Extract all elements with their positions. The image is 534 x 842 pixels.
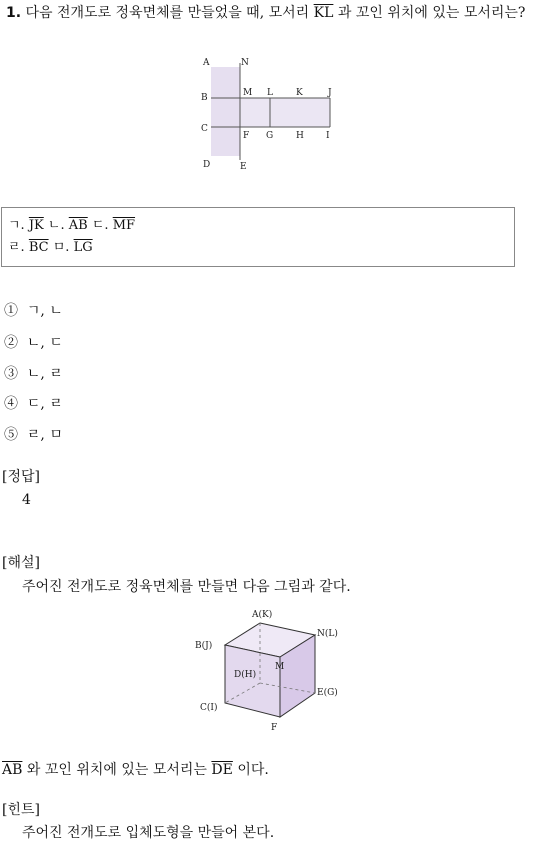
option-edge: $\overline{BC}$ bbox=[28, 240, 49, 255]
cube-label: F bbox=[271, 723, 278, 733]
option-mark: ㄴ. bbox=[47, 218, 65, 233]
cube-label: B(J) bbox=[195, 641, 213, 651]
hint-text: 주어진 전개도로 입체도형을 만들어 본다. bbox=[22, 825, 275, 841]
choice-3[interactable] bbox=[4, 363, 63, 383]
net-label: H bbox=[296, 131, 304, 141]
options-line-1 bbox=[8, 215, 508, 237]
conclusion-edge-1: $\overline{AB}$ bbox=[2, 762, 23, 778]
cube-net-figure bbox=[195, 55, 345, 175]
choice-number: ⑤ bbox=[4, 427, 18, 443]
net-label: B bbox=[201, 93, 208, 103]
cube-label: N(L) bbox=[317, 629, 338, 639]
choice-4[interactable] bbox=[4, 393, 63, 413]
option-mark: ㄷ. bbox=[91, 218, 109, 233]
conclusion-edge-2: $\overline{DE}$ bbox=[211, 762, 233, 778]
net-label: L bbox=[267, 88, 273, 98]
choice-text: ㄷ, ㄹ bbox=[26, 396, 63, 412]
choice-text: ㄱ, ㄴ bbox=[26, 303, 63, 319]
net-label: F bbox=[243, 131, 250, 141]
cube-label: A(K) bbox=[252, 610, 273, 620]
answer-heading: [정답] bbox=[2, 469, 40, 485]
question-edge: $\overline{KL}$ bbox=[313, 5, 334, 21]
explanation-heading: [해설] bbox=[2, 555, 40, 571]
option-mark: ㅁ. bbox=[52, 240, 70, 255]
net-label: E bbox=[240, 162, 247, 172]
net-label: N bbox=[241, 58, 249, 68]
net-label: J bbox=[328, 88, 332, 98]
choice-number: ④ bbox=[4, 396, 18, 412]
net-shaded-row bbox=[240, 98, 330, 127]
net-label: D bbox=[203, 160, 211, 170]
question bbox=[6, 2, 528, 24]
net-label: G bbox=[266, 131, 274, 141]
answer-value: 4 bbox=[22, 492, 31, 508]
choice-text: ㄴ, ㄷ bbox=[26, 335, 63, 351]
explanation-text: 주어진 전개도로 정육면체를 만들면 다음 그림과 같다. bbox=[22, 579, 351, 595]
conclusion-end: 이다. bbox=[237, 762, 269, 778]
choice-text: ㄹ, ㅁ bbox=[26, 427, 63, 443]
option-mark: ㄱ. bbox=[8, 218, 25, 233]
cube-label: M bbox=[275, 662, 285, 672]
option-edge: $\overline{AB}$ bbox=[68, 218, 88, 233]
question-text-before: 다음 전개도로 정육면체를 만들었을 때, 모서리 bbox=[25, 5, 310, 21]
question-number: 1. bbox=[6, 5, 22, 21]
net-label: A bbox=[203, 58, 210, 68]
cube-label: C(I) bbox=[200, 703, 218, 713]
choice-1[interactable] bbox=[4, 300, 63, 320]
choice-number: ③ bbox=[4, 366, 18, 382]
cube-label: D(H) bbox=[234, 670, 257, 680]
option-edge: $\overline{JK}$ bbox=[28, 218, 44, 233]
options-box bbox=[1, 207, 515, 267]
net-shaded-strip bbox=[211, 67, 240, 156]
conclusion-mid: 와 꼬인 위치에 있는 모서리는 bbox=[26, 762, 207, 778]
choice-text: ㄴ, ㄹ bbox=[26, 366, 63, 382]
net-label: C bbox=[201, 124, 208, 134]
option-edge: $\overline{LG}$ bbox=[73, 240, 93, 255]
choice-number: ① bbox=[4, 303, 18, 319]
cube-label: E(G) bbox=[317, 688, 338, 698]
choice-number: ② bbox=[4, 335, 18, 351]
net-label: K bbox=[296, 88, 303, 98]
choice-2[interactable] bbox=[4, 332, 63, 352]
options-line-2 bbox=[8, 237, 508, 259]
cube-figure bbox=[190, 605, 350, 735]
net-label: I bbox=[326, 131, 330, 141]
hint-heading: [힌트] bbox=[2, 802, 40, 818]
explanation-conclusion bbox=[2, 759, 269, 779]
option-mark: ㄹ. bbox=[8, 240, 25, 255]
net-label: M bbox=[243, 88, 253, 98]
option-edge: $\overline{MF}$ bbox=[112, 218, 136, 233]
choice-5[interactable] bbox=[4, 424, 63, 444]
question-text-after: 과 꼬인 위치에 있는 모서리는? bbox=[337, 5, 526, 21]
